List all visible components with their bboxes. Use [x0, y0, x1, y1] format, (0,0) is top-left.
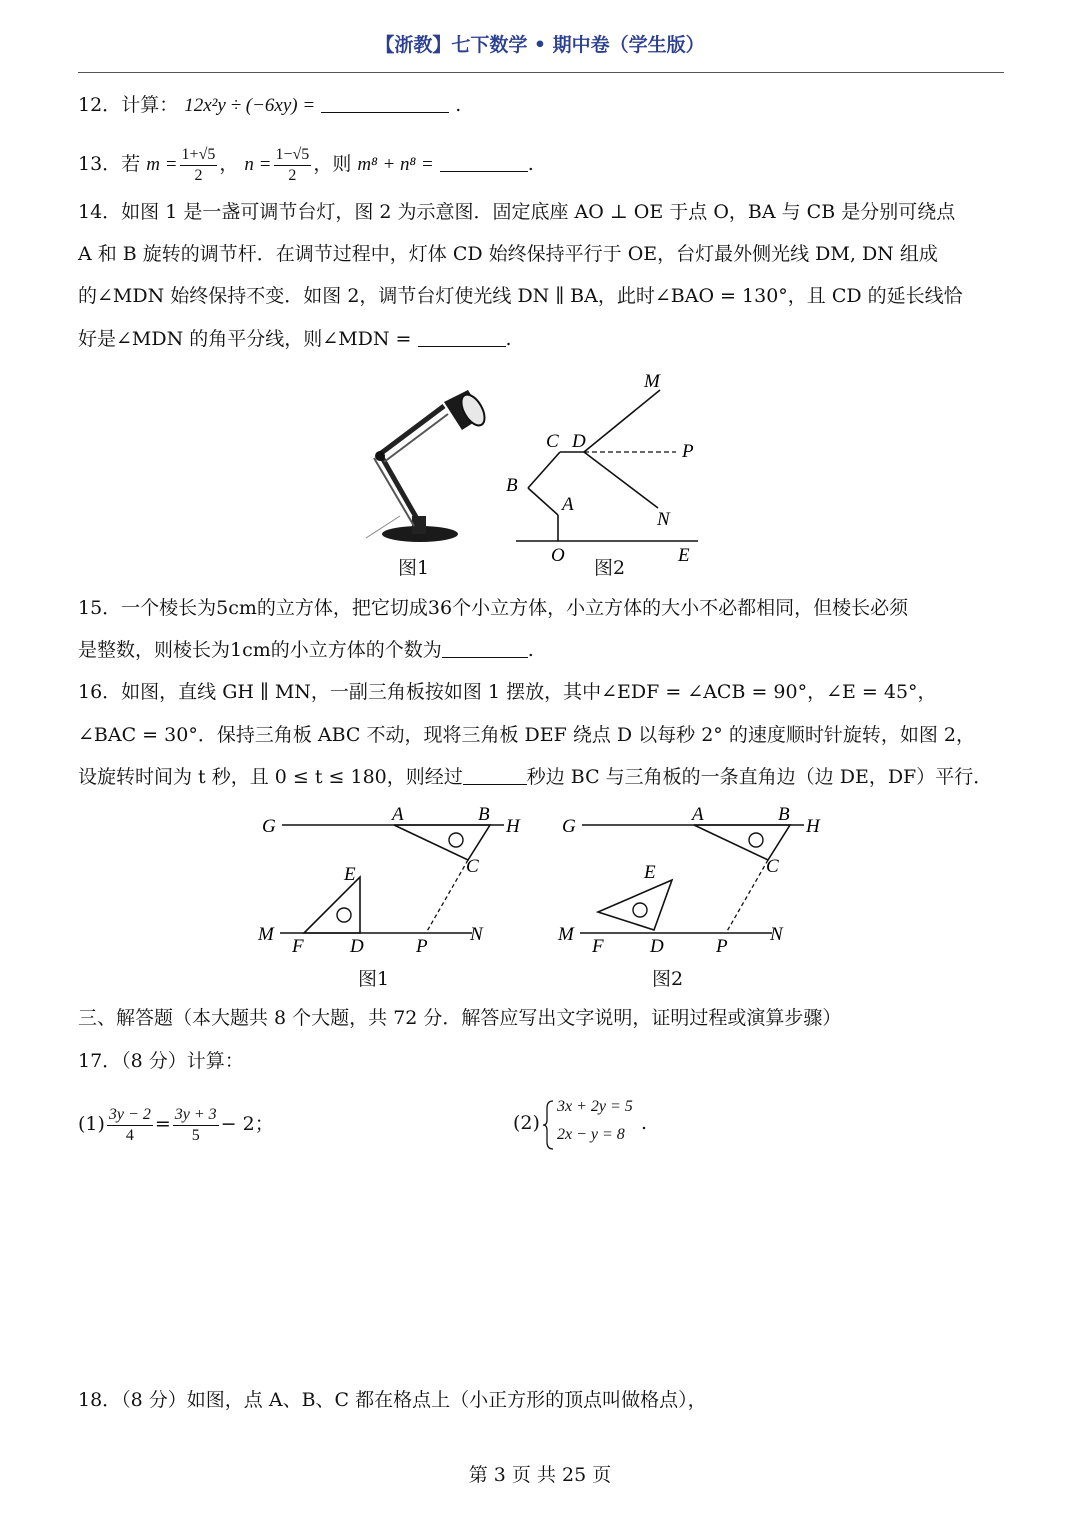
q14-answer-blank[interactable]	[418, 328, 506, 347]
lamp-upper-arm-rod	[384, 414, 448, 462]
lamp-lower-arm-rod	[374, 458, 414, 526]
page-footer: 第 3 页 共 25 页	[468, 1464, 612, 1486]
q16-line-1: 16．如图，直线 GH ∥ MN，一副三角板按如图 1 摆放，其中∠EDF = ∠ACB = 90°，∠E = 45°，	[78, 681, 937, 703]
label-B: B	[478, 804, 490, 825]
q13-m-label: m =	[146, 154, 178, 175]
q17-p1-fraction-2	[173, 1105, 219, 1146]
label-F: F	[592, 936, 604, 957]
q15-line-2-text: 是整数，则棱长为1cm的小立方体的个数为	[78, 639, 442, 661]
label-M: M	[644, 371, 660, 392]
label-G: G	[562, 816, 576, 837]
q17-p2-equation-1: 3x + 2y = 5	[557, 1098, 633, 1115]
q17-p1-denominator-1: 4	[125, 1126, 134, 1144]
label-M: M	[258, 924, 274, 945]
q13-m-fraction	[180, 145, 218, 186]
q13-n-denominator: 2	[288, 166, 297, 184]
label-C: C	[466, 856, 479, 877]
q13-sep: ，	[219, 153, 239, 175]
label-N: N	[470, 924, 483, 945]
q15-line-2	[78, 636, 1008, 664]
q13-m-numerator: 1+√5	[180, 145, 218, 166]
q16-answer-blank[interactable]	[463, 766, 527, 785]
label-A: A	[562, 494, 574, 515]
q13-end: .	[527, 153, 534, 175]
q17-title: 17．（8 分）计算：	[78, 1050, 244, 1072]
q13-text2: ，则	[313, 153, 352, 175]
label-D: D	[572, 431, 586, 452]
label-P: P	[716, 936, 728, 957]
label-D: D	[650, 936, 664, 957]
q15-answer-blank[interactable]	[442, 639, 528, 658]
page-header: 【浙教】七下数学 • 期中卷（学生版）	[375, 34, 705, 56]
label-C: C	[766, 856, 779, 877]
q17-p1-numerator-2: 3y + 3	[173, 1105, 219, 1126]
q15-line-1: 15．一个棱长为5cm的立方体，把它切成36个小立方体，小立方体的大小不必都相同，但棱长必须	[78, 597, 909, 619]
label-G: G	[262, 816, 276, 837]
triangle-DEF-hole	[633, 903, 647, 917]
q17-p2-equation-2: 2x − y = 8	[557, 1126, 625, 1143]
q14-line-4	[78, 325, 1008, 353]
q18-text: 18．（8 分）如图，点 A、B、C 都在格点上（小正方形的顶点叫做格点），	[78, 1389, 707, 1411]
label-B: B	[778, 804, 790, 825]
q13-n-numerator: 1−√5	[274, 145, 312, 166]
label-E: E	[344, 864, 356, 885]
q14-line-2: A 和 B 旋转的调节杆．在调节过程中，灯体 CD 始终保持平行于 OE，台灯最外侧光线 DM, DN 组成	[78, 243, 938, 265]
q16-figure-1	[250, 802, 540, 962]
triangle-ABC	[394, 825, 490, 860]
label-B: B	[506, 475, 518, 496]
lamp-elbow-joint	[375, 451, 385, 461]
q16-line-3	[78, 763, 1008, 791]
label-P: P	[416, 936, 428, 957]
label-P: P	[682, 441, 694, 462]
dashed-CP	[426, 860, 468, 933]
question-12	[78, 91, 1008, 120]
q16-fig2-caption: 图2	[652, 968, 684, 990]
triangle-ABC-hole	[449, 833, 463, 847]
label-F: F	[292, 936, 304, 957]
lamp-upper-arm	[380, 406, 444, 454]
q15-end: .	[527, 639, 534, 661]
q17-p1-equals: =	[154, 1113, 171, 1135]
q13-number: 13．	[78, 153, 122, 175]
q14-fig1-caption: 图1	[398, 557, 430, 579]
q17-p1-tail: − 2；	[220, 1113, 274, 1135]
label-N: N	[657, 509, 670, 530]
q13-n-label: n =	[244, 154, 272, 175]
label-E: E	[678, 545, 690, 566]
triangle-ABC	[694, 825, 790, 860]
dashed-CP	[726, 860, 768, 933]
q17-p1-fraction-1	[107, 1105, 153, 1146]
q13-answer-blank[interactable]	[440, 153, 528, 172]
q16-fig1-caption: 图1	[358, 968, 390, 990]
ray-DM	[584, 390, 660, 452]
q12-expression: 12x²y ÷ (−6xy) =	[184, 95, 316, 116]
segment-BA	[528, 488, 558, 515]
label-A: A	[392, 804, 404, 825]
q13-text1: 若	[121, 153, 141, 175]
q14-end: .	[505, 328, 512, 350]
q17-p1-numerator-1: 3y − 2	[107, 1105, 153, 1126]
segment-CB	[528, 452, 560, 488]
ray-DN	[584, 452, 658, 508]
q13-n-fraction	[274, 145, 312, 186]
lamp-lower-arm	[380, 454, 420, 524]
q14-figure-2-schematic	[500, 370, 710, 570]
label-H: H	[806, 816, 820, 837]
q16-line-3a: 设旋转时间为 t 秒，且 0 ≤ t ≤ 180，则经过	[78, 766, 463, 788]
header-rule	[78, 72, 1004, 73]
q14-line-3: 的∠MDN 始终保持不变．如图 2，调节台灯使光线 DN ∥ BA，此时∠BAO = 130°，且 CD 的延长线恰	[78, 285, 963, 307]
q14-fig2-caption: 图2	[594, 557, 626, 579]
label-M: M	[558, 924, 574, 945]
q17-p1-label: (1)	[78, 1113, 105, 1135]
q12-number: 12．	[78, 94, 122, 116]
q12-answer-blank[interactable]	[321, 94, 449, 113]
q12-prefix: 计算：	[121, 94, 179, 116]
triangle-ABC-hole	[749, 833, 763, 847]
q17-p2-end: .	[641, 1112, 648, 1134]
label-N: N	[770, 924, 783, 945]
q12-end: .	[455, 94, 462, 116]
q14-line-4-text: 好是∠MDN 的角平分线，则∠MDN =	[78, 328, 412, 350]
q14-line-1: 14．如图 1 是一盏可调节台灯，图 2 为示意图．固定底座 AO ⊥ OE 于点 O，BA 与 CB 是分别可绕点	[78, 201, 956, 223]
system-brace	[543, 1100, 555, 1150]
label-A: A	[692, 804, 704, 825]
q14-figure-1-lamp	[360, 376, 500, 546]
q17-p1-denominator-2: 5	[191, 1126, 200, 1144]
label-C: C	[546, 431, 559, 452]
q16-figure-2	[550, 802, 840, 962]
q17-p2-label: (2)	[513, 1112, 540, 1134]
question-13	[78, 142, 1008, 187]
q13-m-denominator: 2	[194, 166, 203, 184]
triangle-DEF	[304, 877, 360, 933]
label-H: H	[506, 816, 520, 837]
q17-part-1	[78, 1100, 478, 1148]
section-3-title: 三、解答题（本大题共 8 个大题，共 72 分．解答应写出文字说明，证明过程或演算步骤）	[78, 1007, 842, 1029]
q13-expression: m⁸ + n⁸ =	[357, 154, 434, 175]
label-O: O	[551, 545, 565, 566]
q16-line-2: ∠BAC = 30°．保持三角板 ABC 不动，现将三角板 DEF 绕点 D 以每秒 2° 的速度顺时针旋转，如图 2，	[78, 724, 975, 746]
q16-line-3b: 秒边 BC 与三角板的一条直角边（边 DE，DF）平行．	[526, 766, 993, 788]
triangle-DEF-hole	[337, 908, 351, 922]
label-E: E	[644, 862, 656, 883]
label-D: D	[350, 936, 364, 957]
